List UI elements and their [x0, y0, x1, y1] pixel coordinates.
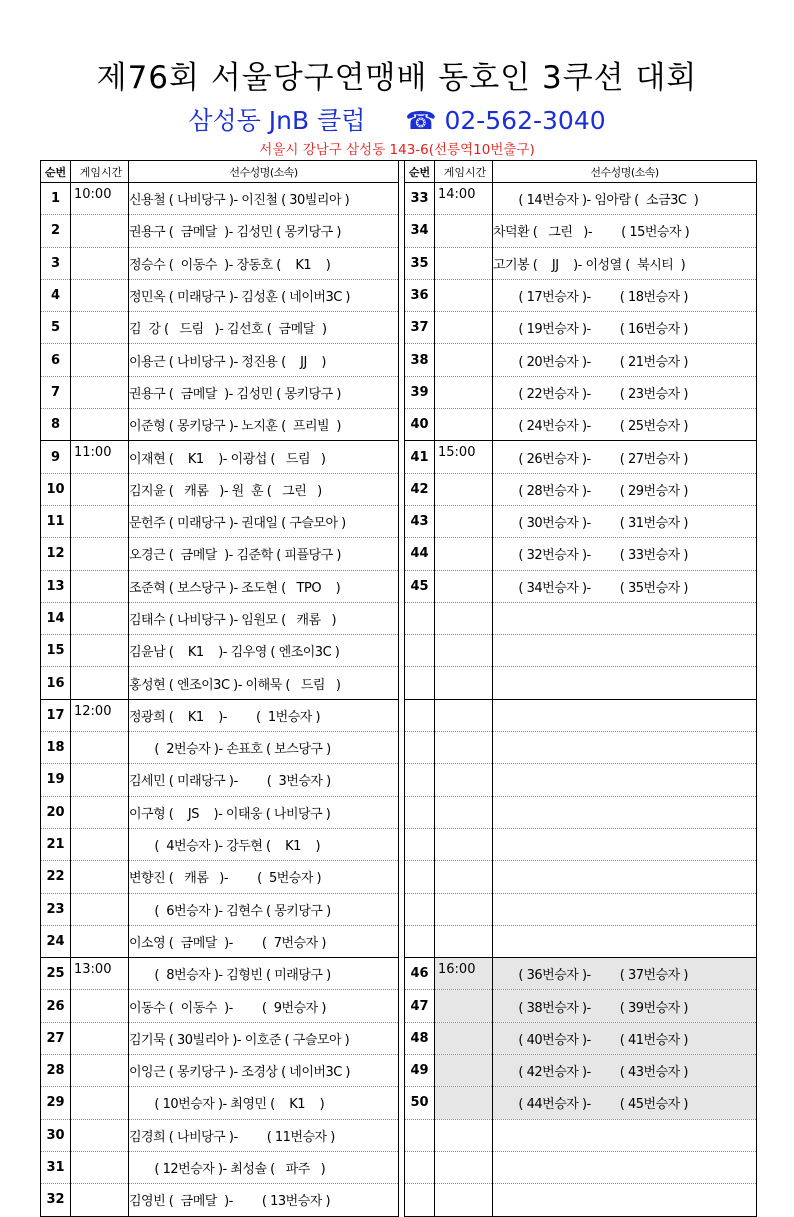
match-number: 46: [405, 958, 435, 990]
match-players: 권용구 ( 금메달 )- 김성민 ( 몽키당구 ): [129, 215, 399, 247]
game-time: [71, 1119, 129, 1151]
game-time: [71, 667, 129, 699]
match-players: 오경근 ( 금메달 )- 김준학 ( 피플당구 ): [129, 538, 399, 570]
match-number: 8: [41, 409, 71, 441]
match-number: [405, 764, 435, 796]
match-number: 24: [41, 925, 71, 957]
game-time: [435, 602, 493, 634]
match-row: [41, 505, 757, 537]
match-row: [41, 1087, 757, 1119]
game-time: [71, 925, 129, 957]
match-number: 40: [405, 409, 435, 441]
match-number: [405, 1119, 435, 1151]
match-players: 김지윤 ( 캐롬 )- 원 훈 ( 그린 ): [129, 473, 399, 505]
match-number: 12: [41, 538, 71, 570]
match-row: [41, 925, 757, 957]
game-time: [71, 279, 129, 311]
match-row: [41, 376, 757, 408]
game-time: 16:00: [435, 958, 493, 990]
match-row: [41, 473, 757, 505]
game-time: [71, 247, 129, 279]
game-time: [435, 279, 493, 311]
header-num: 순번: [405, 161, 435, 183]
match-number: 19: [41, 764, 71, 796]
match-players: 정승수 ( 이동수 )- 장동호 ( K1 ): [129, 247, 399, 279]
match-number: [405, 1184, 435, 1216]
match-number: 22: [41, 861, 71, 893]
match-players: 차덕환 ( 그린 )- ( 15번승자 ): [493, 215, 757, 247]
match-players: ( 8번승자 )- 김형빈 ( 미래당구 ): [129, 958, 399, 990]
match-players: 이재현 ( K1 )- 이광섭 ( 드림 ): [129, 441, 399, 473]
game-time: [71, 602, 129, 634]
match-row: [41, 1022, 757, 1054]
match-number: 41: [405, 441, 435, 473]
game-time: [435, 828, 493, 860]
game-time: [71, 732, 129, 764]
match-number: 9: [41, 441, 71, 473]
game-time: [435, 538, 493, 570]
game-time: [71, 796, 129, 828]
game-time: [435, 376, 493, 408]
match-players: [493, 861, 757, 893]
match-row: [41, 1119, 757, 1151]
match-row: [41, 183, 757, 215]
match-number: 48: [405, 1022, 435, 1054]
match-number: 5: [41, 312, 71, 344]
match-number: 7: [41, 376, 71, 408]
game-time: [435, 312, 493, 344]
match-number: 47: [405, 990, 435, 1022]
game-time: [435, 990, 493, 1022]
match-row: [41, 861, 757, 893]
game-time: [71, 215, 129, 247]
match-players: ( 12번승자 )- 최성솔 ( 파주 ): [129, 1151, 399, 1183]
match-players: [493, 893, 757, 925]
match-players: 권용구 ( 금메달 )- 김성민 ( 몽키당구 ): [129, 376, 399, 408]
match-players: [493, 1151, 757, 1183]
match-number: 10: [41, 473, 71, 505]
match-number: 31: [41, 1151, 71, 1183]
match-row: [41, 667, 757, 699]
match-players: 정민옥 ( 미래당구 )- 김성훈 ( 네이버3C ): [129, 279, 399, 311]
venue-address: 서울시 강남구 삼성동 143-6(선릉역10번출구): [259, 142, 535, 158]
match-number: [405, 602, 435, 634]
match-row: [41, 796, 757, 828]
game-time: 15:00: [435, 441, 493, 473]
game-time: 14:00: [435, 183, 493, 215]
match-players: 이소영 ( 금메달 )- ( 7번승자 ): [129, 925, 399, 957]
match-number: 25: [41, 958, 71, 990]
match-players: ( 44번승자 )- ( 45번승자 ): [493, 1087, 757, 1119]
match-players: ( 6번승자 )- 김현수 ( 몽키당구 ): [129, 893, 399, 925]
match-players: [493, 667, 757, 699]
match-row: [41, 215, 757, 247]
match-row: [41, 893, 757, 925]
game-time: [435, 505, 493, 537]
match-players: [493, 1184, 757, 1216]
game-time: [435, 796, 493, 828]
game-time: [71, 344, 129, 376]
match-number: 34: [405, 215, 435, 247]
game-time: [71, 538, 129, 570]
game-time: 10:00: [71, 183, 129, 215]
match-number: 4: [41, 279, 71, 311]
match-players: [493, 602, 757, 634]
game-time: [71, 635, 129, 667]
match-row: [41, 344, 757, 376]
match-number: 18: [41, 732, 71, 764]
match-players: 김태수 ( 나비당구 )- 임원모 ( 캐롬 ): [129, 602, 399, 634]
match-players: ( 19번승자 )- ( 16번승자 ): [493, 312, 757, 344]
game-time: [435, 473, 493, 505]
match-number: 13: [41, 570, 71, 602]
game-time: [435, 1119, 493, 1151]
match-number: 3: [41, 247, 71, 279]
match-players: ( 32번승자 )- ( 33번승자 ): [493, 538, 757, 570]
match-number: [405, 861, 435, 893]
match-number: [405, 732, 435, 764]
match-row: [41, 247, 757, 279]
game-time: [435, 344, 493, 376]
match-row: [41, 1151, 757, 1183]
match-players: [493, 635, 757, 667]
match-players: 이동수 ( 이동수 )- ( 9번승자 ): [129, 990, 399, 1022]
match-row: [41, 1184, 757, 1216]
match-number: [405, 699, 435, 731]
match-number: 32: [41, 1184, 71, 1216]
match-players: ( 17번승자 )- ( 18번승자 ): [493, 279, 757, 311]
match-number: 26: [41, 990, 71, 1022]
game-time: [435, 893, 493, 925]
match-players: [493, 925, 757, 957]
game-time: [71, 1184, 129, 1216]
match-players: 문헌주 ( 미래당구 )- 권대일 ( 구슬모아 ): [129, 505, 399, 537]
match-number: 14: [41, 602, 71, 634]
match-number: 20: [41, 796, 71, 828]
game-time: [435, 409, 493, 441]
header-match: 선수성명(소속): [129, 161, 399, 183]
match-players: ( 38번승자 )- ( 39번승자 ): [493, 990, 757, 1022]
match-number: 11: [41, 505, 71, 537]
match-players: 김윤남 ( K1 )- 김우영 ( 엔조이3C ): [129, 635, 399, 667]
game-time: [71, 570, 129, 602]
header-row: [41, 161, 757, 183]
match-players: ( 30번승자 )- ( 31번승자 ): [493, 505, 757, 537]
game-time: [435, 570, 493, 602]
match-number: 35: [405, 247, 435, 279]
match-number: 6: [41, 344, 71, 376]
match-players: 이잉근 ( 몽키당구 )- 조경상 ( 네이버3C ): [129, 1055, 399, 1087]
game-time: [435, 1184, 493, 1216]
game-time: [435, 247, 493, 279]
match-row: [41, 764, 757, 796]
match-players: ( 4번승자 )- 강두현 ( K1 ): [129, 828, 399, 860]
schedule-table: [40, 160, 757, 1217]
match-number: 37: [405, 312, 435, 344]
match-players: 고기봉 ( JJ )- 이성열 ( 북시티 ): [493, 247, 757, 279]
match-number: [405, 893, 435, 925]
match-number: 27: [41, 1022, 71, 1054]
match-row: [41, 699, 757, 731]
game-time: [71, 893, 129, 925]
match-players: [493, 732, 757, 764]
game-time: [71, 990, 129, 1022]
match-players: ( 26번승자 )- ( 27번승자 ): [493, 441, 757, 473]
match-players: 김기묵 ( 30빌리아 )- 이호준 ( 구슬모아 ): [129, 1022, 399, 1054]
match-row: [41, 1055, 757, 1087]
game-time: [435, 1087, 493, 1119]
match-players: 김영빈 ( 금메달 )- ( 13번승자 ): [129, 1184, 399, 1216]
match-row: [41, 538, 757, 570]
match-players: ( 10번승자 )- 최영민 ( K1 ): [129, 1087, 399, 1119]
game-time: [435, 861, 493, 893]
match-row: [41, 635, 757, 667]
match-number: [405, 1151, 435, 1183]
game-time: [71, 1087, 129, 1119]
match-players: 정광희 ( K1 )- ( 1번승자 ): [129, 699, 399, 731]
header-time: 게임시간: [435, 161, 493, 183]
game-time: [71, 1151, 129, 1183]
match-players: 신용철 ( 나비당구 )- 이진철 ( 30빌리아 ): [129, 183, 399, 215]
match-row: [41, 409, 757, 441]
page-title: 제76회 서울당구연맹배 동호인 3쿠션 대회: [96, 60, 698, 96]
match-number: 15: [41, 635, 71, 667]
club-line: [0, 104, 794, 138]
match-players: [493, 828, 757, 860]
match-players: [493, 699, 757, 731]
match-players: [493, 764, 757, 796]
match-row: [41, 958, 757, 990]
match-number: 23: [41, 893, 71, 925]
game-time: [435, 635, 493, 667]
game-time: 11:00: [71, 441, 129, 473]
match-row: [41, 441, 757, 473]
match-players: 이준형 ( 몽키당구 )- 노지훈 ( 프리빌 ): [129, 409, 399, 441]
game-time: [71, 861, 129, 893]
game-time: [435, 1151, 493, 1183]
game-time: [435, 1022, 493, 1054]
match-row: [41, 602, 757, 634]
game-time: [435, 764, 493, 796]
game-time: [435, 1055, 493, 1087]
match-number: 38: [405, 344, 435, 376]
game-time: [71, 376, 129, 408]
match-players: ( 20번승자 )- ( 21번승자 ): [493, 344, 757, 376]
game-time: [435, 215, 493, 247]
match-players: 김경희 ( 나비당구 )- ( 11번승자 ): [129, 1119, 399, 1151]
header-match: 선수성명(소속): [493, 161, 757, 183]
match-number: 39: [405, 376, 435, 408]
match-number: [405, 635, 435, 667]
game-time: [71, 473, 129, 505]
match-row: [41, 828, 757, 860]
match-number: [405, 925, 435, 957]
match-players: 홍성현 ( 엔조이3C )- 이해묵 ( 드림 ): [129, 667, 399, 699]
match-number: 1: [41, 183, 71, 215]
match-players: ( 42번승자 )- ( 43번승자 ): [493, 1055, 757, 1087]
phone-number: ☎ 02-562-3040: [405, 106, 606, 135]
match-players: [493, 1119, 757, 1151]
match-players: ( 34번승자 )- ( 35번승자 ): [493, 570, 757, 602]
game-time: [71, 505, 129, 537]
match-players: ( 40번승자 )- ( 41번승자 ): [493, 1022, 757, 1054]
game-time: [71, 828, 129, 860]
game-time: [71, 1055, 129, 1087]
match-number: 16: [41, 667, 71, 699]
match-row: [41, 570, 757, 602]
match-number: [405, 828, 435, 860]
match-number: [405, 667, 435, 699]
match-row: [41, 990, 757, 1022]
match-number: 49: [405, 1055, 435, 1087]
match-number: 29: [41, 1087, 71, 1119]
match-number: 50: [405, 1087, 435, 1119]
match-players: ( 2번승자 )- 손표호 ( 보스당구 ): [129, 732, 399, 764]
game-time: 12:00: [71, 699, 129, 731]
match-players: [493, 796, 757, 828]
game-time: [71, 409, 129, 441]
match-number: 28: [41, 1055, 71, 1087]
game-time: [71, 312, 129, 344]
match-number: 21: [41, 828, 71, 860]
match-players: 이용근 ( 나비당구 )- 정진용 ( JJ ): [129, 344, 399, 376]
match-number: 30: [41, 1119, 71, 1151]
game-time: [435, 925, 493, 957]
match-number: 36: [405, 279, 435, 311]
match-players: 이구형 ( JS )- 이태웅 ( 나비당구 ): [129, 796, 399, 828]
match-players: ( 14번승자 )- 임아람 ( 소금3C ): [493, 183, 757, 215]
match-row: [41, 732, 757, 764]
game-time: [71, 1022, 129, 1054]
match-number: 2: [41, 215, 71, 247]
game-time: [71, 764, 129, 796]
game-time: [435, 732, 493, 764]
match-number: 17: [41, 699, 71, 731]
header-time: 게임시간: [71, 161, 129, 183]
game-time: 13:00: [71, 958, 129, 990]
match-players: ( 36번승자 )- ( 37번승자 ): [493, 958, 757, 990]
match-players: ( 24번승자 )- ( 25번승자 ): [493, 409, 757, 441]
match-number: [405, 796, 435, 828]
match-players: 김세민 ( 미래당구 )- ( 3번승자 ): [129, 764, 399, 796]
match-players: 변향진 ( 캐롬 )- ( 5번승자 ): [129, 861, 399, 893]
match-number: 44: [405, 538, 435, 570]
game-time: [435, 699, 493, 731]
match-number: 33: [405, 183, 435, 215]
match-players: 김 강 ( 드림 )- 김선호 ( 금메달 ): [129, 312, 399, 344]
club-name: 삼성동 JnB 클럽: [188, 106, 366, 135]
match-players: ( 28번승자 )- ( 29번승자 ): [493, 473, 757, 505]
match-players: ( 22번승자 )- ( 23번승자 ): [493, 376, 757, 408]
match-row: [41, 312, 757, 344]
game-time: [435, 667, 493, 699]
header-num: 순번: [41, 161, 71, 183]
match-number: 42: [405, 473, 435, 505]
match-number: 43: [405, 505, 435, 537]
match-players: 조준혁 ( 보스당구 )- 조도현 ( TPO ): [129, 570, 399, 602]
match-number: 45: [405, 570, 435, 602]
match-row: [41, 279, 757, 311]
